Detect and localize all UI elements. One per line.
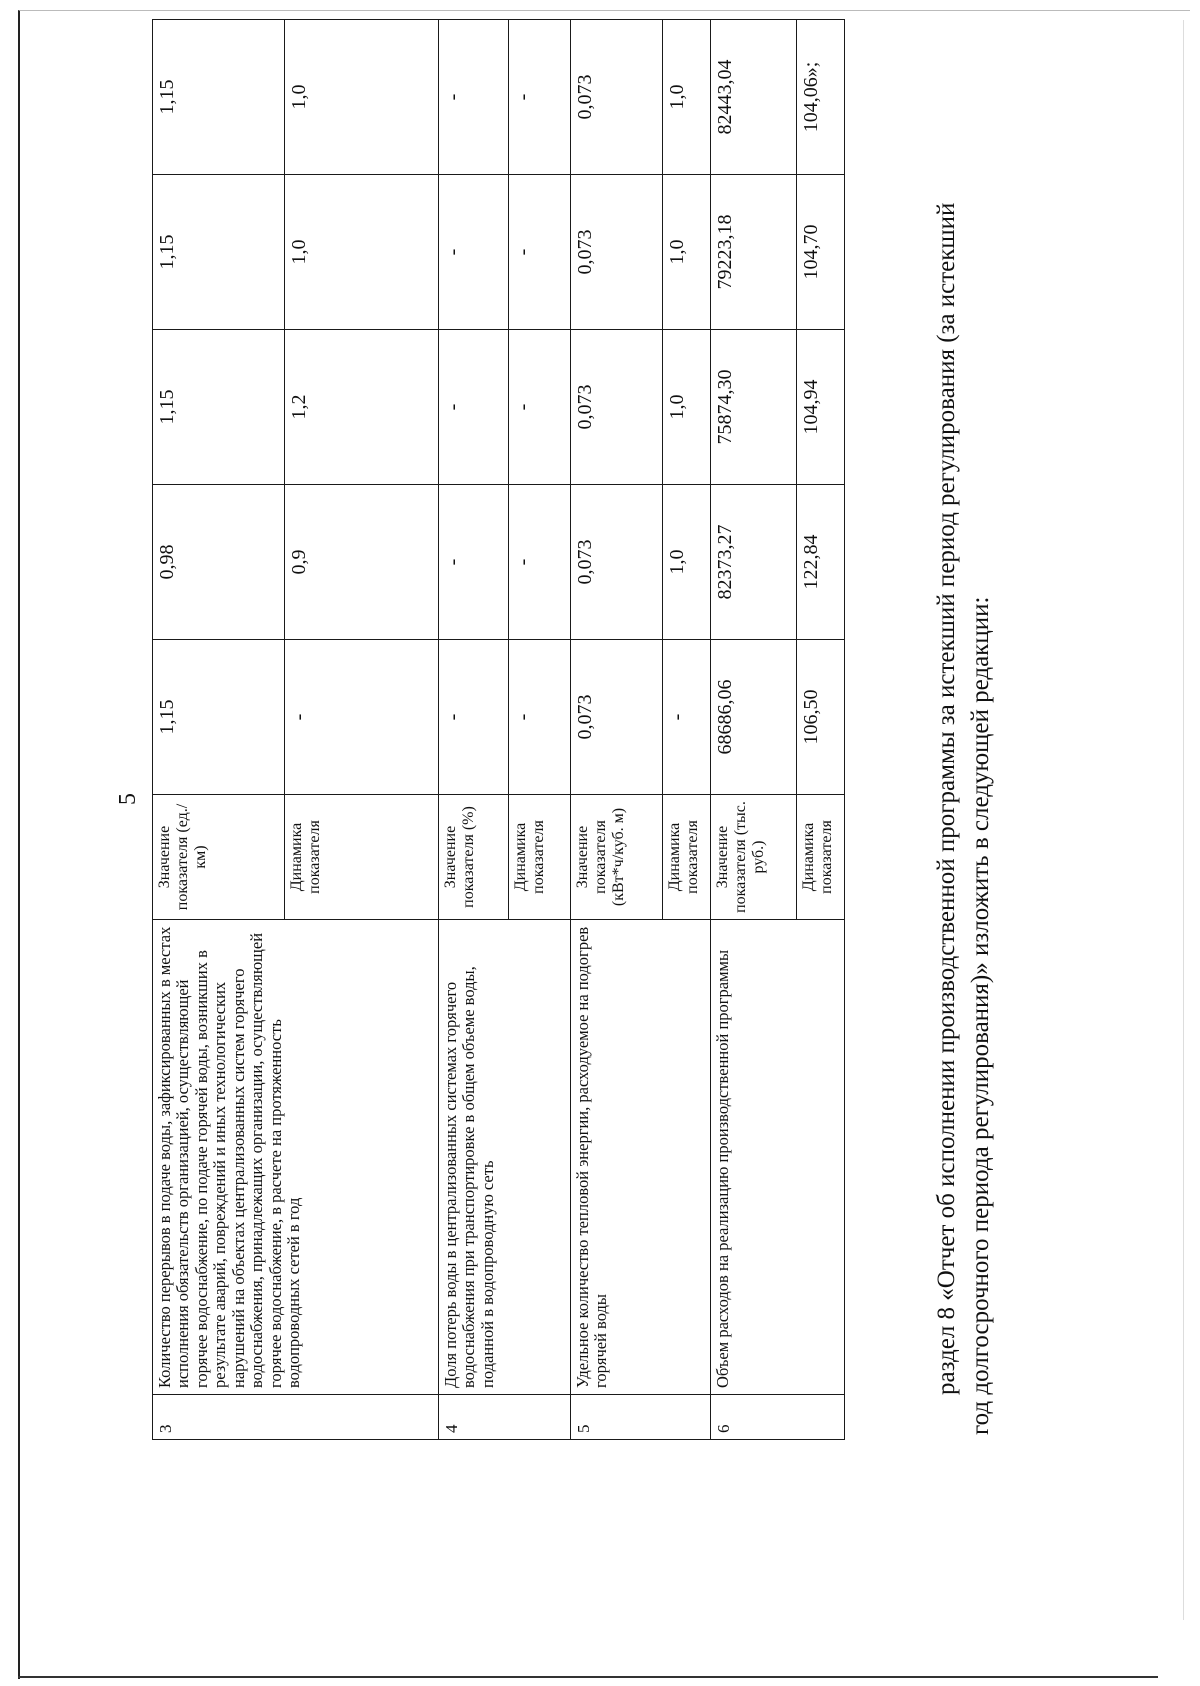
table-row	[439, 20, 509, 1440]
table-cell: 79223,18	[711, 175, 797, 330]
param-label: Значение показателя (тыс. руб.)	[711, 795, 797, 920]
table-cell: 0,98	[153, 485, 285, 640]
footer-line: раздел 8 «Отчет об исполнении производственной программы за истекший период регулирования (за истекший	[933, 202, 960, 1395]
scan-edge	[1183, 20, 1184, 1620]
indicators-table	[152, 19, 845, 1440]
table-cell: 0,073	[571, 640, 663, 795]
table-cell: 0,073	[571, 330, 663, 485]
table-cell: -	[663, 640, 711, 795]
table-cell: 1,2	[285, 330, 439, 485]
table-cell: 1,0	[663, 20, 711, 175]
param-label: Динамика показателя	[285, 795, 439, 920]
table-cell: 1,15	[153, 330, 285, 485]
row-label: Объем расходов на реализацию производственной программы	[711, 920, 845, 1395]
table-cell: 104,06»;	[797, 20, 845, 175]
table-cell: 82373,27	[711, 485, 797, 640]
param-label: Динамика показателя	[509, 795, 571, 920]
table-row	[711, 20, 797, 1440]
table-cell: -	[509, 485, 571, 640]
table-cell: 1,15	[153, 640, 285, 795]
row-label: Доля потерь воды в централизованных системах горячего водоснабжения при транспортировке в общем объеме воды, поданной в водопроводную сеть	[439, 920, 571, 1395]
table-row	[153, 20, 285, 1440]
table-cell: -	[509, 20, 571, 175]
param-label: Значение показателя (ед./км)	[153, 795, 285, 920]
table-cell: 106,50	[797, 640, 845, 795]
table-cell: -	[439, 330, 509, 485]
table-cell: -	[509, 175, 571, 330]
page-number: 5	[115, 793, 141, 805]
scan-bottom-edge	[18, 1676, 1158, 1678]
footer-line: год долгосрочного периода регулирования)» изложить в следующей редакции:	[966, 596, 994, 1435]
table-cell: 1,15	[153, 175, 285, 330]
table-cell: -	[439, 640, 509, 795]
row-label: Количество перерывов в подаче воды, зафиксированных в местах исполнения обязательств организацией, осуществляющей горячее водоснабжение, по подаче горячей воды, возникших в результате аварий, повреждений и иных технологических нарушений на объектах централизованных систем горячего водоснабжения, принадлежащих организации, осуществляющей горячее водоснабжение, в расчете на протяженность водопроводных сетей в год	[153, 920, 439, 1395]
table-row	[571, 20, 663, 1440]
table-cell: 122,84	[797, 485, 845, 640]
table-cell: -	[439, 20, 509, 175]
table-cell: 68686,06	[711, 640, 797, 795]
table-cell: -	[439, 175, 509, 330]
table-cell: 1,15	[153, 20, 285, 175]
row-number: 3	[153, 1395, 439, 1440]
table-cell: -	[285, 640, 439, 795]
table-cell: 1,0	[663, 485, 711, 640]
table-cell: 104,70	[797, 175, 845, 330]
table-cell: -	[509, 330, 571, 485]
table-cell: 0,073	[571, 485, 663, 640]
table-cell: 0,073	[571, 175, 663, 330]
table-cell: 0,9	[285, 485, 439, 640]
footer-paragraph	[930, 55, 998, 1435]
rotated-page	[60, 10, 1060, 1660]
param-label: Значение показателя (кВт*ч/куб. м)	[571, 795, 663, 920]
param-label: Динамика показателя	[797, 795, 845, 920]
param-label: Значение показателя (%)	[439, 795, 509, 920]
table-cell: 104,94	[797, 330, 845, 485]
table-cell: 1,0	[285, 20, 439, 175]
table-cell: 1,0	[663, 330, 711, 485]
table-cell: -	[439, 485, 509, 640]
row-number: 6	[711, 1395, 845, 1440]
table-cell: 82443,04	[711, 20, 797, 175]
table-cell: -	[509, 640, 571, 795]
row-label: Удельное количество тепловой энергии, расходуемое на подогрев горячей воды	[571, 920, 711, 1395]
param-label: Динамика показателя	[663, 795, 711, 920]
table-cell: 0,073	[571, 20, 663, 175]
row-number: 5	[571, 1395, 711, 1440]
table-cell: 1,0	[285, 175, 439, 330]
table-cell: 1,0	[663, 175, 711, 330]
row-number: 4	[439, 1395, 571, 1440]
table-cell: 75874,30	[711, 330, 797, 485]
